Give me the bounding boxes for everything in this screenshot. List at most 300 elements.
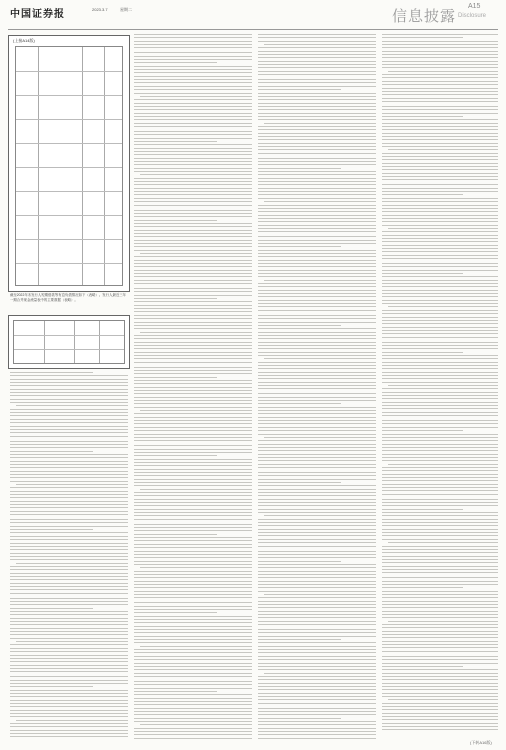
text-line: [264, 44, 376, 45]
text-line: [10, 601, 128, 602]
text-line: [134, 397, 252, 398]
text-line: [134, 328, 252, 329]
text-line: [10, 491, 128, 492]
text-line: [134, 236, 252, 237]
text-line: [10, 611, 128, 612]
text-line: [258, 290, 376, 291]
text-line: [134, 377, 217, 378]
text-line: [134, 308, 252, 309]
text-line: [382, 355, 498, 356]
text-line: [382, 447, 498, 448]
text-line: [382, 41, 498, 42]
text-line: [264, 201, 376, 202]
text-line: [382, 515, 498, 516]
text-line: [10, 586, 128, 587]
text-line: [134, 519, 252, 520]
text-line: [10, 549, 128, 550]
text-line: [10, 441, 128, 442]
text-line: [258, 699, 376, 700]
text-line: [134, 564, 252, 565]
table-row: [16, 239, 122, 240]
text-line: [382, 382, 498, 383]
text-line: [258, 198, 376, 199]
text-line: [258, 489, 376, 490]
text-line: [134, 171, 252, 172]
text-line: [382, 581, 498, 582]
text-line: [134, 714, 252, 715]
text-line: [10, 634, 128, 635]
table-row: [16, 167, 122, 168]
text-line: [382, 218, 498, 219]
text-line: [382, 679, 498, 680]
text-line: [382, 641, 498, 642]
text-line: [258, 502, 376, 503]
text-line: [258, 293, 376, 294]
text-line: [16, 641, 128, 642]
text-line: [258, 642, 376, 643]
text-line: [134, 198, 252, 199]
text-line: [134, 636, 252, 637]
text-line: [382, 51, 498, 52]
text-line: [10, 514, 128, 515]
text-line: [258, 174, 376, 175]
text-line: [258, 133, 376, 134]
text-line: [382, 412, 498, 413]
text-line: [134, 76, 252, 77]
text-line: [382, 290, 498, 291]
text-line: [258, 659, 376, 660]
text-line: [264, 437, 376, 438]
text-line: [382, 562, 498, 563]
text-line: [134, 574, 252, 575]
text-line: [134, 181, 252, 182]
text-line: [382, 98, 498, 99]
text-line: [134, 335, 252, 336]
text-line: [134, 691, 217, 692]
text-line: [10, 676, 128, 677]
text-line: [382, 647, 498, 648]
text-line: [382, 502, 498, 503]
text-line: [10, 497, 128, 498]
text-line: [10, 593, 128, 594]
text-line: [134, 554, 252, 555]
text-line: [258, 584, 376, 585]
text-line: [258, 574, 376, 575]
text-line: [134, 734, 252, 735]
text-line: [258, 447, 376, 448]
text-line: [258, 129, 376, 130]
text-line: [134, 669, 252, 670]
text-line: [382, 584, 498, 585]
text-line: [382, 283, 498, 284]
text-line: [388, 464, 498, 465]
text-line: [382, 211, 498, 212]
table-row: [16, 143, 122, 144]
text-line: [134, 666, 252, 667]
text-line: [10, 573, 128, 574]
text-line: [134, 622, 252, 623]
text-line: [382, 522, 498, 523]
text-line: [134, 338, 252, 339]
text-line: [134, 325, 252, 326]
text-line: [382, 525, 498, 526]
text-line: [258, 639, 341, 640]
text-line: [10, 419, 128, 420]
text-line: [134, 524, 252, 525]
text-line: [258, 557, 376, 558]
text-line: [258, 427, 376, 428]
text-line: [10, 379, 128, 380]
text-line: [258, 79, 376, 80]
text-line: [134, 434, 252, 435]
text-line: [258, 546, 376, 547]
text-line: [134, 148, 252, 149]
text-line: [258, 649, 376, 650]
text-line: [258, 74, 376, 75]
text-line: [134, 656, 252, 657]
text-line: [258, 328, 376, 329]
text-line: [258, 270, 376, 271]
text-line: [382, 358, 498, 359]
text-line: [382, 221, 498, 222]
text-line: [382, 37, 463, 38]
text-line: [134, 540, 252, 541]
text-line: [134, 449, 252, 450]
text-line: [134, 86, 252, 87]
text-line: [134, 430, 252, 431]
text-line: [258, 368, 376, 369]
text-line: [382, 556, 498, 557]
table-row: [14, 349, 124, 350]
text-line: [258, 365, 376, 366]
text-line: [10, 519, 128, 520]
text-line: [382, 273, 463, 274]
text-line: [382, 611, 498, 612]
table-row: [16, 191, 122, 192]
text-line: [382, 392, 498, 393]
text-line: [382, 276, 498, 277]
table-column-divider: [38, 47, 39, 285]
text-line: [382, 477, 498, 478]
text-line: [382, 368, 498, 369]
text-line: [134, 270, 252, 271]
text-line: [258, 567, 376, 568]
text-line: [382, 205, 498, 206]
text-line: [10, 487, 128, 488]
text-line: [382, 327, 498, 328]
text-line: [382, 535, 498, 536]
text-line: [382, 440, 498, 441]
text-line: [382, 330, 498, 331]
text-line: [134, 109, 252, 110]
text-line: [10, 671, 128, 672]
text-line: [382, 594, 498, 595]
continued-note: (下转A16版): [470, 740, 492, 745]
text-line: [134, 731, 252, 732]
text-line: [382, 398, 498, 399]
text-line: [382, 365, 498, 366]
text-line: [10, 375, 128, 376]
text-line: [258, 403, 341, 404]
text-line: [258, 54, 376, 55]
text-line: [382, 729, 498, 730]
text-line: [258, 243, 376, 244]
text-line: [258, 37, 376, 38]
text-line: [258, 601, 376, 602]
text-line: [134, 639, 252, 640]
text-line: [258, 561, 341, 562]
text-line: [10, 628, 128, 629]
text-line: [258, 208, 376, 209]
table-column-divider: [104, 47, 105, 285]
text-line: [258, 666, 376, 667]
text-line: [382, 480, 498, 481]
text-line: [258, 728, 376, 729]
text-line: [134, 711, 252, 712]
text-line: [134, 403, 252, 404]
text-line: [134, 342, 252, 343]
text-line: [382, 388, 498, 389]
text-line: [134, 266, 252, 267]
text-line: [10, 447, 128, 448]
text-line: [134, 230, 252, 231]
text-line: [382, 706, 498, 707]
text-line: [10, 536, 128, 537]
text-line: [382, 77, 498, 78]
text-line: [258, 624, 376, 625]
table-row: [16, 263, 122, 264]
text-line: [134, 188, 252, 189]
text-line: [134, 283, 252, 284]
text-line: [382, 116, 463, 117]
text-line: [134, 240, 252, 241]
text-line: [258, 149, 376, 150]
text-line: [382, 248, 498, 249]
text-line: [258, 164, 376, 165]
text-line: [10, 429, 128, 430]
text-line: [382, 437, 498, 438]
text-line: [258, 71, 376, 72]
text-line: [382, 303, 498, 304]
text-line: [10, 471, 128, 472]
text-line: [10, 686, 93, 687]
text-line: [382, 719, 498, 720]
text-line: [140, 646, 252, 647]
text-line: [258, 388, 376, 389]
text-line: [382, 617, 498, 618]
text-line: [258, 153, 376, 154]
text-line: [10, 655, 128, 656]
text-line: [258, 551, 376, 552]
text-line: [10, 661, 128, 662]
text-line: [258, 322, 376, 323]
text-line: [134, 659, 252, 660]
text-line: [382, 627, 498, 628]
section-title: 信息披露: [392, 7, 457, 25]
text-line: [134, 584, 252, 585]
text-line: [134, 437, 252, 438]
text-line: [134, 194, 252, 195]
text-line: [10, 693, 128, 694]
text-line: [134, 512, 252, 513]
text-line: [134, 673, 252, 674]
text-line: [382, 427, 498, 428]
text-line: [258, 703, 376, 704]
text-line: [134, 475, 252, 476]
text-line: [258, 303, 376, 304]
text-line: [10, 618, 128, 619]
text-line: [382, 153, 498, 154]
text-line: [10, 579, 128, 580]
text-line: [258, 708, 376, 709]
text-line: [16, 720, 128, 721]
text-line: [134, 728, 252, 729]
text-line: [134, 223, 252, 224]
table-row: [16, 95, 122, 96]
text-line: [140, 332, 252, 333]
text-line: [134, 462, 252, 463]
text-line: [10, 385, 128, 386]
text-line: [10, 604, 128, 605]
text-line: [134, 44, 252, 45]
text-line: [10, 392, 128, 393]
text-line: [382, 91, 498, 92]
text-line: [382, 434, 498, 435]
page-number: A15: [468, 3, 481, 10]
text-line: [382, 676, 498, 677]
text-line: [258, 614, 376, 615]
text-line: [388, 699, 498, 700]
text-line: [134, 213, 252, 214]
text-line: [134, 220, 217, 221]
text-line: [140, 174, 252, 175]
text-line: [134, 445, 252, 446]
text-line: [382, 454, 498, 455]
text-line: [134, 280, 252, 281]
issue-date: 2023.3.7: [92, 7, 108, 12]
text-line: [10, 651, 128, 652]
text-line: [382, 67, 498, 68]
text-line: [10, 511, 128, 512]
text-line: [258, 126, 376, 127]
text-line: [382, 470, 498, 471]
text-line: [258, 407, 376, 408]
text-line: [258, 410, 376, 411]
text-line: [258, 587, 376, 588]
text-line: [10, 553, 128, 554]
text-line: [10, 683, 128, 684]
data-table-secondary: [13, 320, 125, 364]
text-line: [134, 295, 252, 296]
text-line: [382, 54, 498, 55]
text-column-2: [134, 34, 252, 739]
text-line: [258, 342, 376, 343]
text-line: [382, 577, 498, 578]
text-line: [258, 539, 376, 540]
text-line: [382, 591, 498, 592]
text-line: [258, 454, 376, 455]
text-line: [134, 273, 252, 274]
text-line: [134, 400, 252, 401]
text-line: [134, 561, 252, 562]
text-line: [382, 263, 498, 264]
text-line: [382, 689, 498, 690]
text-line: [134, 134, 252, 135]
text-line: [382, 173, 498, 174]
text-line: [10, 713, 128, 714]
text-line: [258, 246, 341, 247]
text-line: [134, 367, 252, 368]
text-line: [382, 509, 463, 510]
text-line: [134, 362, 252, 363]
text-line: [382, 300, 498, 301]
text-line: [382, 342, 498, 343]
text-line: [134, 417, 252, 418]
text-line: [382, 597, 498, 598]
issue-day: 星期二: [120, 7, 132, 12]
text-line: [258, 591, 376, 592]
text-line: [382, 552, 498, 553]
text-line: [382, 474, 498, 475]
text-line: [382, 198, 498, 199]
text-line: [258, 571, 376, 572]
text-line: [382, 494, 498, 495]
text-line: [382, 539, 498, 540]
text-line: [382, 709, 498, 710]
text-line: [134, 178, 252, 179]
text-line: [134, 557, 252, 558]
text-line: [382, 159, 498, 160]
text-line: [10, 529, 93, 530]
text-line: [382, 549, 498, 550]
text-line: [258, 385, 376, 386]
text-line: [134, 79, 252, 80]
text-line: [258, 250, 376, 251]
text-line: [258, 171, 376, 172]
text-line: [382, 372, 498, 373]
text-line: [134, 472, 252, 473]
text-line: [258, 689, 376, 690]
text-line: [258, 378, 376, 379]
text-line: [258, 348, 376, 349]
box-title: (上接A14版): [13, 38, 35, 43]
text-line: [258, 158, 376, 159]
text-line: [258, 485, 376, 486]
text-line: [258, 240, 376, 241]
text-line: [258, 34, 376, 35]
text-line: [258, 143, 376, 144]
text-line: [258, 467, 376, 468]
text-line: [134, 505, 252, 506]
text-line: [134, 704, 252, 705]
text-line: [10, 703, 128, 704]
text-line: [140, 567, 252, 568]
text-line: [382, 569, 498, 570]
text-line: [382, 726, 498, 727]
text-line: [258, 335, 376, 336]
text-line: [382, 656, 498, 657]
text-line: [258, 221, 376, 222]
text-line: [140, 96, 252, 97]
text-line: [258, 184, 376, 185]
text-line: [134, 547, 252, 548]
text-line: [134, 233, 252, 234]
text-line: [258, 460, 376, 461]
text-line: [10, 467, 128, 468]
text-line: [382, 251, 498, 252]
text-line: [258, 430, 376, 431]
text-line: [382, 266, 498, 267]
